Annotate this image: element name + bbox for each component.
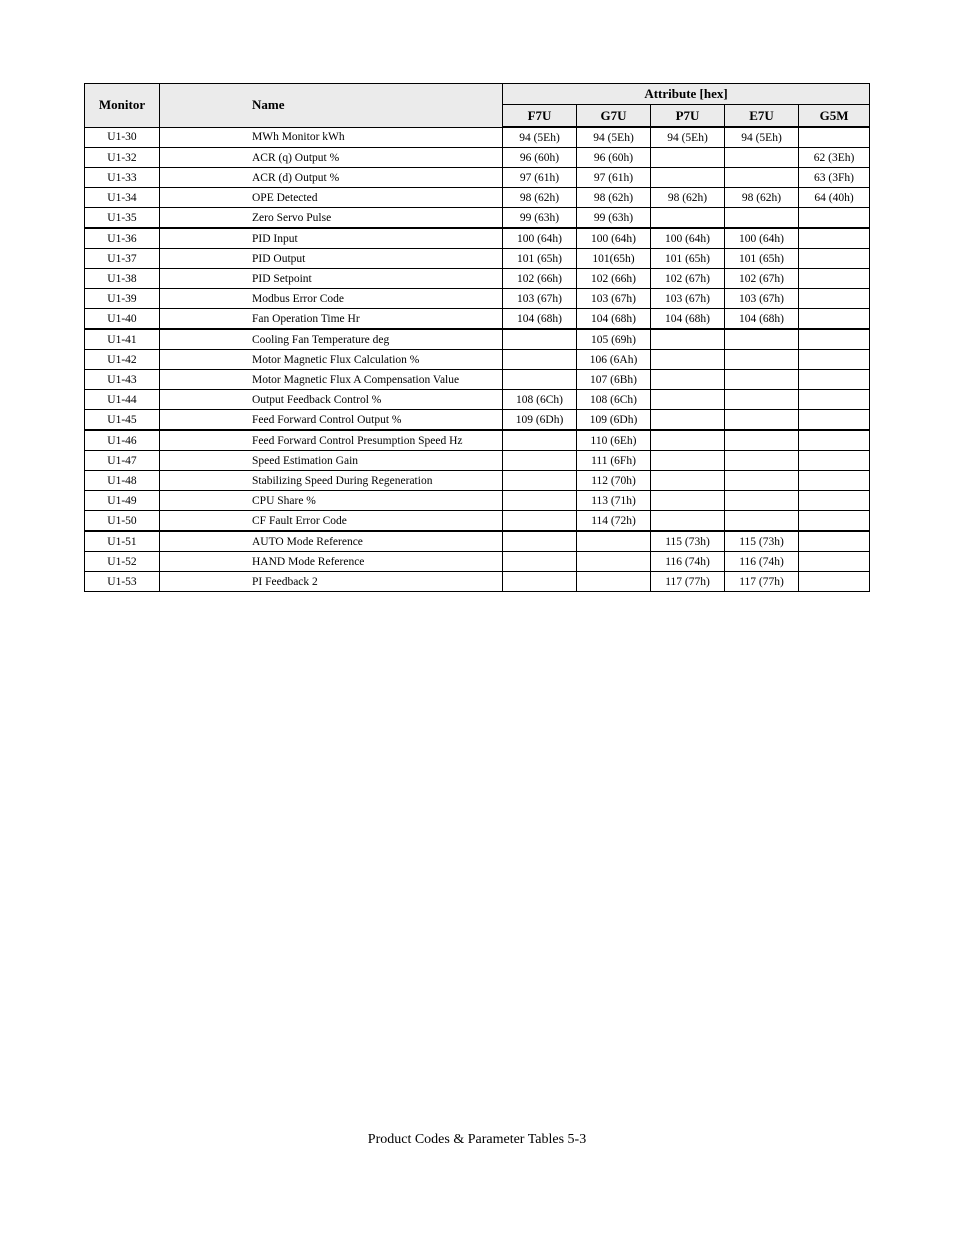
- attribute-cell-e7u: [725, 148, 799, 168]
- attribute-cell-g7u: 109 (6Dh): [577, 410, 651, 431]
- attribute-cell-g7u: [577, 572, 651, 592]
- attribute-cell-f7u: 94 (5Eh): [503, 127, 577, 148]
- table-row: [85, 451, 870, 471]
- attribute-cell-e7u: 117 (77h): [725, 572, 799, 592]
- attribute-cell-f7u: 103 (67h): [503, 289, 577, 309]
- attribute-cell-g5m: [799, 228, 870, 249]
- table-row: [85, 188, 870, 208]
- monitor-code-cell: U1-30: [85, 127, 160, 148]
- monitor-code-cell: U1-41: [85, 329, 160, 350]
- parameter-name-cell: Output Feedback Control %: [160, 390, 503, 410]
- attribute-cell-f7u: [503, 491, 577, 511]
- attribute-cell-g7u: 103 (67h): [577, 289, 651, 309]
- parameter-name-cell: PID Setpoint: [160, 269, 503, 289]
- attribute-cell-f7u: [503, 370, 577, 390]
- attribute-cell-e7u: [725, 168, 799, 188]
- attribute-cell-e7u: [725, 471, 799, 491]
- monitor-code-cell: U1-34: [85, 188, 160, 208]
- attribute-cell-g5m: [799, 127, 870, 148]
- attribute-cell-e7u: 94 (5Eh): [725, 127, 799, 148]
- attribute-cell-f7u: [503, 471, 577, 491]
- attribute-cell-p7u: 104 (68h): [651, 309, 725, 330]
- attribute-cell-f7u: [503, 329, 577, 350]
- attribute-cell-e7u: [725, 451, 799, 471]
- monitor-code-cell: U1-49: [85, 491, 160, 511]
- parameter-name-cell: Feed Forward Control Presumption Speed Hz: [160, 430, 503, 451]
- attribute-cell-f7u: 104 (68h): [503, 309, 577, 330]
- parameter-name-cell: CF Fault Error Code: [160, 511, 503, 532]
- attribute-cell-f7u: 108 (6Ch): [503, 390, 577, 410]
- attribute-cell-p7u: 103 (67h): [651, 289, 725, 309]
- attribute-cell-f7u: 96 (60h): [503, 148, 577, 168]
- attribute-cell-g7u: 106 (6Ah): [577, 350, 651, 370]
- parameter-name-cell: Fan Operation Time Hr: [160, 309, 503, 330]
- attribute-cell-g5m: [799, 531, 870, 552]
- parameter-name-cell: AUTO Mode Reference: [160, 531, 503, 552]
- monitor-code-cell: U1-39: [85, 289, 160, 309]
- attribute-cell-e7u: [725, 390, 799, 410]
- page-footer: Product Codes & Parameter Tables 5-3: [367, 1132, 587, 1147]
- attribute-cell-g5m: [799, 370, 870, 390]
- attribute-cell-f7u: 98 (62h): [503, 188, 577, 208]
- attribute-cell-p7u: 94 (5Eh): [651, 127, 725, 148]
- attribute-cell-e7u: 115 (73h): [725, 531, 799, 552]
- attribute-cell-e7u: [725, 329, 799, 350]
- table-row: [85, 511, 870, 532]
- attribute-cell-g5m: [799, 511, 870, 532]
- monitor-code-cell: U1-46: [85, 430, 160, 451]
- parameter-name-cell: ACR (d) Output %: [160, 168, 503, 188]
- attribute-cell-f7u: [503, 430, 577, 451]
- table-body: [85, 127, 870, 592]
- parameter-name-cell: MWh Monitor kWh: [160, 127, 503, 148]
- attribute-cell-g5m: [799, 269, 870, 289]
- table-row: [85, 168, 870, 188]
- monitor-code-cell: U1-33: [85, 168, 160, 188]
- attribute-cell-f7u: [503, 552, 577, 572]
- table-row: [85, 471, 870, 491]
- attribute-cell-g5m: [799, 471, 870, 491]
- attribute-cell-g5m: [799, 451, 870, 471]
- monitor-code-cell: U1-42: [85, 350, 160, 370]
- model-column-header-p7u: P7U: [651, 105, 725, 128]
- attribute-cell-f7u: [503, 511, 577, 532]
- attribute-cell-p7u: [651, 410, 725, 431]
- attribute-cell-f7u: 100 (64h): [503, 228, 577, 249]
- attribute-cell-g5m: [799, 289, 870, 309]
- table-row: [85, 491, 870, 511]
- attribute-cell-g7u: 108 (6Ch): [577, 390, 651, 410]
- attribute-cell-f7u: 101 (65h): [503, 249, 577, 269]
- table-row: [85, 531, 870, 552]
- attribute-cell-p7u: 116 (74h): [651, 552, 725, 572]
- attribute-cell-g7u: 94 (5Eh): [577, 127, 651, 148]
- parameter-name-cell: Zero Servo Pulse: [160, 208, 503, 229]
- monitor-code-cell: U1-48: [85, 471, 160, 491]
- table-row: [85, 208, 870, 229]
- model-column-header-f7u: F7U: [503, 105, 577, 128]
- table-row: [85, 572, 870, 592]
- attribute-cell-g7u: 105 (69h): [577, 329, 651, 350]
- attribute-cell-p7u: 115 (73h): [651, 531, 725, 552]
- attribute-cell-e7u: 100 (64h): [725, 228, 799, 249]
- parameter-name-cell: Speed Estimation Gain: [160, 451, 503, 471]
- monitor-column-header: Monitor: [85, 84, 160, 128]
- attribute-cell-g7u: 107 (6Bh): [577, 370, 651, 390]
- parameter-name-cell: Motor Magnetic Flux A Compensation Value: [160, 370, 503, 390]
- attribute-cell-f7u: 102 (66h): [503, 269, 577, 289]
- attribute-cell-p7u: 100 (64h): [651, 228, 725, 249]
- attribute-cell-p7u: [651, 491, 725, 511]
- attribute-cell-e7u: [725, 370, 799, 390]
- table-row: [85, 410, 870, 431]
- attribute-cell-e7u: [725, 491, 799, 511]
- attribute-cell-g5m: 64 (40h): [799, 188, 870, 208]
- parameter-name-cell: ACR (q) Output %: [160, 148, 503, 168]
- attribute-cell-f7u: [503, 531, 577, 552]
- table-row: [85, 390, 870, 410]
- attribute-group-header: Attribute [hex]: [503, 84, 870, 105]
- parameter-name-cell: PID Output: [160, 249, 503, 269]
- attribute-cell-g5m: 63 (3Fh): [799, 168, 870, 188]
- attribute-cell-p7u: [651, 329, 725, 350]
- attribute-cell-g7u: [577, 531, 651, 552]
- table-row: [85, 329, 870, 350]
- attribute-cell-e7u: 116 (74h): [725, 552, 799, 572]
- attribute-cell-g7u: 110 (6Eh): [577, 430, 651, 451]
- attribute-cell-f7u: 109 (6Dh): [503, 410, 577, 431]
- monitor-code-cell: U1-45: [85, 410, 160, 431]
- table-row: [85, 249, 870, 269]
- attribute-cell-g5m: [799, 390, 870, 410]
- attribute-cell-g5m: [799, 208, 870, 229]
- monitor-code-cell: U1-53: [85, 572, 160, 592]
- attribute-cell-e7u: 104 (68h): [725, 309, 799, 330]
- model-column-header-g5m: G5M: [799, 105, 870, 128]
- attribute-cell-g5m: 62 (3Eh): [799, 148, 870, 168]
- attribute-cell-g7u: 113 (71h): [577, 491, 651, 511]
- attribute-cell-g5m: [799, 309, 870, 330]
- attribute-cell-p7u: 117 (77h): [651, 572, 725, 592]
- attribute-cell-g5m: [799, 491, 870, 511]
- table-row: [85, 552, 870, 572]
- monitor-code-cell: U1-36: [85, 228, 160, 249]
- monitor-code-cell: U1-51: [85, 531, 160, 552]
- attribute-cell-g7u: 101(65h): [577, 249, 651, 269]
- attribute-cell-p7u: [651, 390, 725, 410]
- attribute-cell-g7u: 102 (66h): [577, 269, 651, 289]
- attribute-cell-e7u: 101 (65h): [725, 249, 799, 269]
- monitor-code-cell: U1-52: [85, 552, 160, 572]
- attribute-cell-p7u: [651, 430, 725, 451]
- attribute-cell-g5m: [799, 410, 870, 431]
- monitor-code-cell: U1-37: [85, 249, 160, 269]
- table-row: [85, 430, 870, 451]
- table-row: [85, 309, 870, 330]
- attribute-cell-p7u: [651, 350, 725, 370]
- parameter-name-cell: Stabilizing Speed During Regeneration: [160, 471, 503, 491]
- attribute-cell-g7u: 112 (70h): [577, 471, 651, 491]
- attribute-cell-p7u: 102 (67h): [651, 269, 725, 289]
- table-row: [85, 289, 870, 309]
- monitor-code-cell: U1-38: [85, 269, 160, 289]
- monitor-code-cell: U1-32: [85, 148, 160, 168]
- model-column-header-g7u: G7U: [577, 105, 651, 128]
- attribute-cell-g7u: 99 (63h): [577, 208, 651, 229]
- attribute-cell-p7u: [651, 370, 725, 390]
- attribute-cell-g7u: 111 (6Fh): [577, 451, 651, 471]
- monitor-code-cell: U1-44: [85, 390, 160, 410]
- attribute-cell-p7u: [651, 451, 725, 471]
- attribute-cell-p7u: 101 (65h): [651, 249, 725, 269]
- attribute-cell-p7u: [651, 511, 725, 532]
- attribute-cell-e7u: 102 (67h): [725, 269, 799, 289]
- table-row: [85, 127, 870, 148]
- parameter-name-cell: CPU Share %: [160, 491, 503, 511]
- attribute-cell-e7u: 103 (67h): [725, 289, 799, 309]
- attribute-cell-e7u: [725, 410, 799, 431]
- attribute-cell-p7u: [651, 208, 725, 229]
- attribute-cell-g7u: 114 (72h): [577, 511, 651, 532]
- attribute-cell-g7u: 97 (61h): [577, 168, 651, 188]
- attribute-cell-e7u: [725, 208, 799, 229]
- parameter-name-cell: PID Input: [160, 228, 503, 249]
- attribute-cell-e7u: 98 (62h): [725, 188, 799, 208]
- attribute-cell-g7u: 104 (68h): [577, 309, 651, 330]
- parameter-name-cell: HAND Mode Reference: [160, 552, 503, 572]
- attribute-cell-g5m: [799, 430, 870, 451]
- attribute-cell-p7u: [651, 168, 725, 188]
- parameter-name-cell: Modbus Error Code: [160, 289, 503, 309]
- parameter-name-cell: Cooling Fan Temperature deg: [160, 329, 503, 350]
- table-row: [85, 269, 870, 289]
- attribute-cell-e7u: [725, 350, 799, 370]
- model-column-header-e7u: E7U: [725, 105, 799, 128]
- attribute-cell-p7u: [651, 471, 725, 491]
- attribute-cell-f7u: 97 (61h): [503, 168, 577, 188]
- attribute-cell-p7u: [651, 148, 725, 168]
- attribute-cell-f7u: [503, 350, 577, 370]
- monitor-code-cell: U1-50: [85, 511, 160, 532]
- parameter-name-cell: Motor Magnetic Flux Calculation %: [160, 350, 503, 370]
- table-header: [85, 84, 870, 128]
- attribute-cell-g5m: [799, 249, 870, 269]
- attribute-cell-f7u: [503, 451, 577, 471]
- monitor-attribute-table: [84, 83, 870, 592]
- attribute-cell-g5m: [799, 572, 870, 592]
- monitor-code-cell: U1-35: [85, 208, 160, 229]
- table-row: [85, 228, 870, 249]
- attribute-cell-e7u: [725, 511, 799, 532]
- name-column-header: Name: [160, 84, 503, 128]
- attribute-cell-g5m: [799, 350, 870, 370]
- monitor-code-cell: U1-43: [85, 370, 160, 390]
- attribute-cell-g5m: [799, 329, 870, 350]
- attribute-cell-g7u: 96 (60h): [577, 148, 651, 168]
- parameter-name-cell: PI Feedback 2: [160, 572, 503, 592]
- attribute-cell-g7u: 98 (62h): [577, 188, 651, 208]
- table-row: [85, 148, 870, 168]
- attribute-cell-g7u: 100 (64h): [577, 228, 651, 249]
- monitor-code-cell: U1-47: [85, 451, 160, 471]
- attribute-cell-g5m: [799, 552, 870, 572]
- attribute-cell-e7u: [725, 430, 799, 451]
- attribute-cell-p7u: 98 (62h): [651, 188, 725, 208]
- table-row: [85, 370, 870, 390]
- attribute-cell-g7u: [577, 552, 651, 572]
- table-row: [85, 350, 870, 370]
- monitor-code-cell: U1-40: [85, 309, 160, 330]
- parameter-name-cell: OPE Detected: [160, 188, 503, 208]
- attribute-cell-f7u: 99 (63h): [503, 208, 577, 229]
- attribute-cell-f7u: [503, 572, 577, 592]
- parameter-name-cell: Feed Forward Control Output %: [160, 410, 503, 431]
